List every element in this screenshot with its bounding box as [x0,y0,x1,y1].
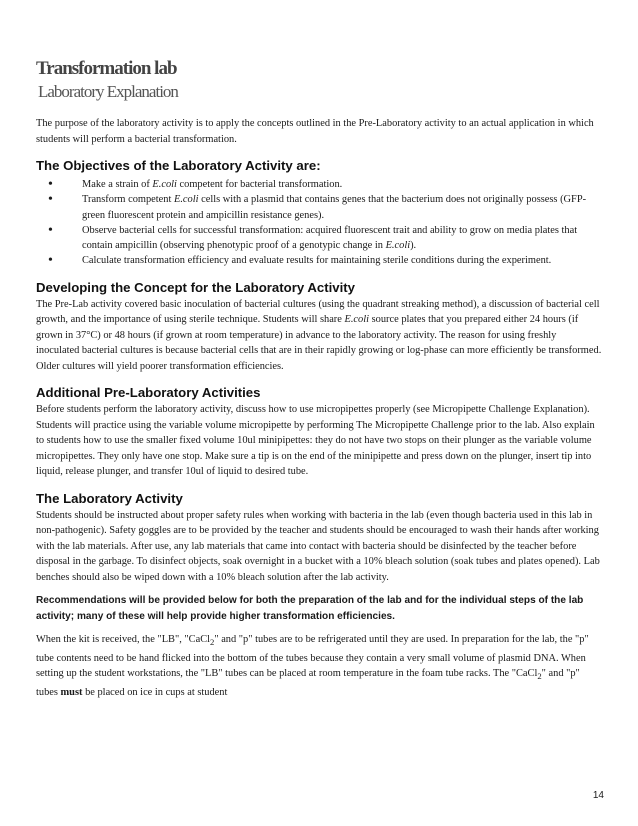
concept-heading: Developing the Concept for the Laboratory Activity [36,279,355,295]
list-item: • Transform competent E.coli cells with a plasmid that contains genes that the bacterium does not originally possess (GFP-green fluorescent protein and ampicillin resistance genes). [48,192,587,221]
document-page [36,58,602,700]
concept-paragraph: The Pre-Lab activity covered basic inoculation of bacterial cultures (using the quadrant streaking method), a discussion of bacterial cell growth, and the importance of using sterile technique. Students will share E.coli source plates that you prepared either 24 hours (if grown in 37°C) or 48 hours (if grown at room temperature) in advance to the laboratory activity. The reason for using freshly inoculated bacterial cultures is because bacterial cells that are in their rapidly growing or log-phase can more efficiently be transformed. Older cultures will yield poorer transformation efficiencies. [36,298,602,372]
bullet-icon: • [48,177,53,192]
kit-paragraph: When the kit is received, the "LB", "CaCl$_2$" and "p" tubes are to be refrigerated until they are used. In preparation for the lab, the "p" tube contents need to be hand flicked into the bottom of the tubes because they contain a very small volume of plasmid DNA. When setting up the student workstations, the "LB" tubes can be placed at room temperature in the foam tube racks. The "CaCl$_2$" and "p" tubes must be placed on ice in cups at student [36,634,589,698]
page-subtitle: Laboratory Explanation [38,82,178,101]
bullet-icon: • [48,192,53,208]
page-number: 14 [592,790,604,801]
additional-paragraph: Before students perform the laboratory activity, discuss how to use micropipettes properly (see Micropipette Challenge Explanation). Students will practice using the variable volume micropipette by performing The Micropipette Challenge prior to the lab. Also explain to students how to use the smaller fixed volume 10ul minipipettes: they do not have two stops on their plunger as the variable volume micropipettes. They only have one stop. Make sure a tip is on the end of the minipipette and press down on the plunger, insert tip into liquid, release plunger, and transfer 10ul of liquid to desired tube. [36,404,595,478]
list-item: • Observe bacterial cells for successful transformation: acquired fluorescent trait and ability to grow on media plates that contain ampicillin (observing phenotypic proof of a genotypic change in E.coli). [48,222,578,252]
objectives-list [36,177,602,269]
list-item: • Calculate transformation efficiency and evaluate results for maintaining sterile conditions during the experiment. [48,253,552,269]
recommendation-paragraph: Recommendations will be provided below for both the preparation of the lab and for the individual steps of the lab activity; many of these will help provide higher transformation efficiencies. [36,595,584,622]
lab-heading: The Laboratory Activity [36,490,183,506]
additional-heading: Additional Pre-Laboratory Activities [36,385,261,401]
lab-paragraph: Students should be instructed about proper safety rules when working with bacteria in the lab (even though bacteria used in this lab in non-pathogenic). Safety goggles are to be provided by the teacher and students should be encouraged to wash their hands after working with the lab materials. After use, any lab materials that came into contact with bacteria should be disinfected by the teacher before disposal in the garbage. To disinfect objects, soak overnight in a bucket with a 10% bleach solution (soak tubes and plates opened). Lab benches should also be wiped down with a 10% bleach solution after the lab activity. [36,509,600,583]
bullet-icon: • [48,253,53,269]
intro-paragraph: The purpose of the laboratory activity is to apply the concepts outlined in the Pre-Laboratory activity to an actual application in which students will perform a bacterial transformation. [36,118,594,145]
objectives-heading: The Objectives of the Laboratory Activity are: [36,158,321,173]
page-title: Transformation lab [36,58,177,79]
list-item: • Make a strain of E.coli competent for bacterial transformation. [48,177,343,192]
bullet-icon: • [48,222,53,238]
